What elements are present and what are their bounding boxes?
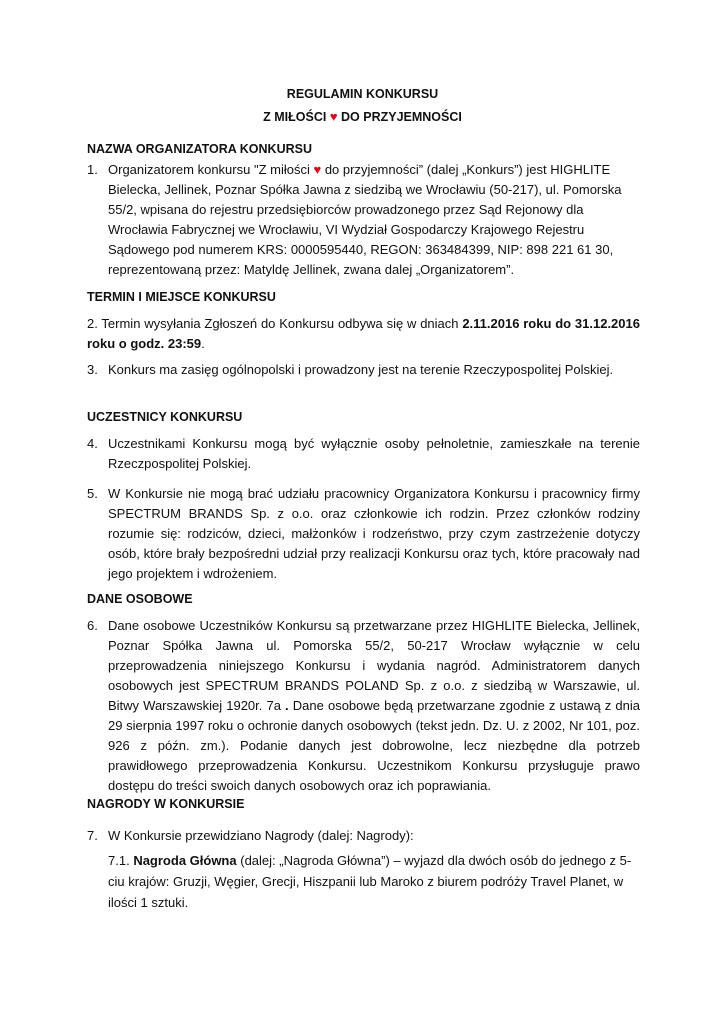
- list-item: 4. Uczestnikami Konkursu mogą być wyłącznie osoby pełnoletnie, zamieszkałe na terenie Rzeczpospolitej Polskiej.: [87, 436, 640, 471]
- document-title: REGULAMIN KONKURSU: [286, 87, 439, 101]
- section-heading-participants: UCZESTNICY KONKURSU: [87, 410, 243, 424]
- section-heading-term: TERMIN I MIEJSCE KONKURSU: [87, 290, 276, 304]
- heart-icon: ♥: [329, 109, 338, 124]
- document-subtitle: Z MIŁOŚCI ♥ DO PRZYJEMNOŚCI: [263, 109, 462, 124]
- list-item: 6. Dane osobowe Uczestników Konkursu są przetwarzane przez HIGHLITE Bielecka, Jellinek, Poznar Spółka Jawna ul. Pomorska 55/2, 50-217 Wrocław wyłącznie w celu przeprowadzenia niniejszego Konkursu i wydania nagród. Administratorem danych osobowych jest SPECTRUM BRANDS POLAND Sp. z o.o. z siedzibą w Warszawie, ul. Bitwy Warszawskiej 1920r. 7a . Dane osobowe będą przetwarzane zgodnie z ustawą z dnia 29 sierpnia 1997 roku o ochronie danych osobowych (tekst jedn. Dz. U. z 2002, Nr 101, poz. 926 z późn. zm.). Podanie danych jest dobrowolne, lecz niezbędne dla potrzeb prawidłowego przeprowadzenia Konkursu. Uczestnikom Konkursu przysługuje prawo dostępu do treści swoich danych osobowych oraz ich poprawiania.: [87, 618, 640, 793]
- list-item: 7. W Konkursie przewidziano Nagrody (dalej: Nagrody):: [87, 828, 414, 843]
- section-heading-organizer: NAZWA ORGANIZATORA KONKURSU: [87, 142, 312, 156]
- heart-icon: ♥: [313, 162, 322, 177]
- list-item: 3. Konkurs ma zasięg ogólnopolski i prowadzony jest na terenie Rzeczypospolitej Polskiej.: [87, 362, 614, 377]
- list-subitem: 7.1. Nagroda Główna (dalej: „Nagroda Główna”) – wyjazd dla dwóch osób do jednego z 5-ciu krajów: Gruzji, Węgier, Grecji, Hiszpanii lub Maroko z biurem podróży Travel Planet, w ilości 1 sztuki.: [108, 853, 632, 910]
- section-heading-prizes: NAGRODY W KONKURSIE: [87, 797, 245, 811]
- list-item: 5. W Konkursie nie mogą brać udziału pracownicy Organizatora Konkursu i pracownicy firmy SPECTRUM BRANDS Sp. z o.o. oraz członkowie ich rodzin. Przez członków rodziny rozumie się: rodziców, dzieci, małżonków i rodzeństwo, przy czym zastrzeżenie dotyczy osób, które brały bezpośredni udział przy realizacji Konkursu oraz tych, które pracowały nad jego projektem i wdrożeniem.: [87, 486, 640, 581]
- list-item: 1. Organizatorem konkursu "Z miłości ♥ do przyjemności” (dalej „Konkurs”) jest HIGHLITE Bielecka, Jellinek, Poznar Spółka Jawna z siedzibą we Wrocławiu (50-217), ul. Pomorska 55/2, wpisana do rejestru przedsiębiorców prowadzonego przez Sąd Rejonowy dla Wrocławia Fabrycznej we Wrocławiu, VI Wydział Gospodarczy Krajowego Rejestru Sądowego pod numerem KRS: 0000595440, REGON: 363484399, NIP: 898 221 61 30, reprezentowaną przez: Matyldę Jellinek, zwana dalej „Organizatorem”.: [87, 162, 622, 277]
- list-item: 2. Termin wysyłania Zgłoszeń do Konkursu odbywa się w dniach 2.11.2016 roku do 31.12.2016 roku o godz. 23:59.: [87, 316, 640, 351]
- section-heading-personal-data: DANE OSOBOWE: [87, 592, 193, 606]
